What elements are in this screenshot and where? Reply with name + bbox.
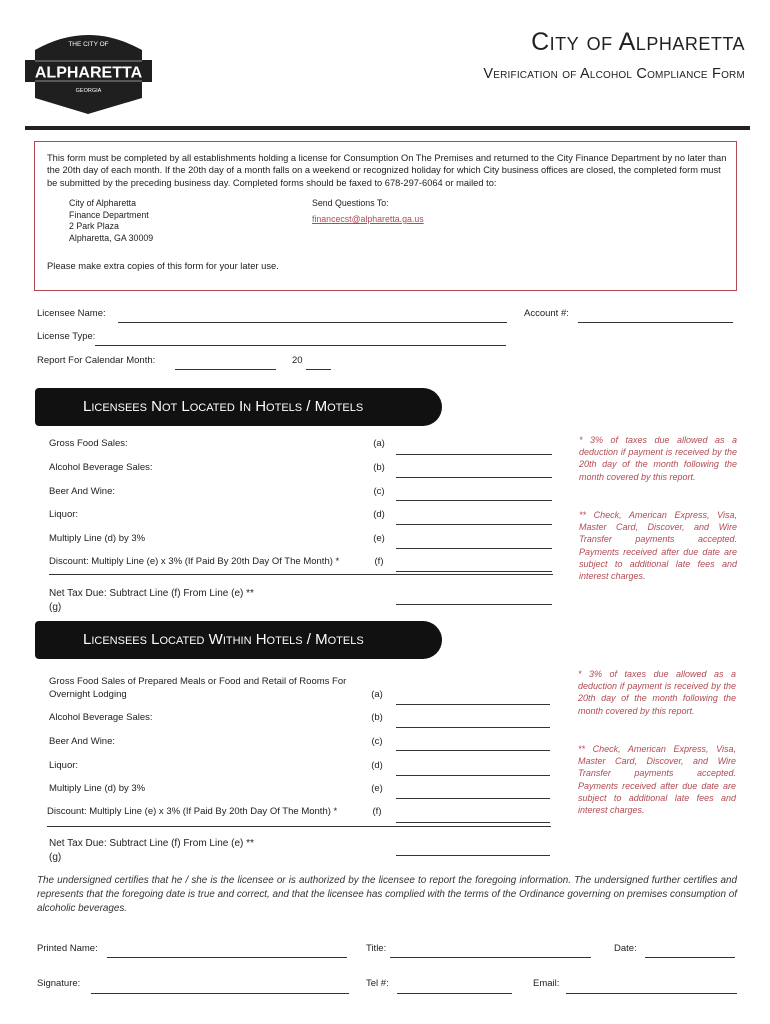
s1-code-f: (f) xyxy=(374,556,384,567)
s1-discount-field[interactable] xyxy=(396,571,552,572)
mailing-address xyxy=(69,198,153,244)
address-line: Alpharetta, GA 30009 xyxy=(69,232,154,243)
s1-gross-food-field[interactable] xyxy=(396,454,552,455)
s1-discount-label: Discount: Multiply Line (e) x 3% (If Paid By 20th Day Of The Month) * xyxy=(49,556,340,567)
address-line: Finance Department xyxy=(69,209,149,220)
s2-total-rule xyxy=(47,826,551,827)
logo-bottom-text: GEORGIA xyxy=(75,88,102,94)
logo-name: ALPHARETTA xyxy=(34,64,143,82)
s2-code-d: (d) xyxy=(371,760,383,771)
s2-beer-wine-field[interactable] xyxy=(396,750,550,751)
s2-gross-food-field[interactable] xyxy=(396,704,550,705)
s2-code-e: (e) xyxy=(371,783,383,794)
s2-payment-note: ** Check, American Express, Visa, Master Card, Discover, and Wire Transfer payments accepted. Payments received after due date are subject to additional late fees and interest charges. xyxy=(578,744,736,816)
s1-net-tax-field[interactable] xyxy=(396,604,552,605)
s1-code-d: (d) xyxy=(373,509,385,520)
s1-beer-wine-label: Beer And Wine: xyxy=(49,486,116,497)
license-type-field[interactable] xyxy=(95,345,506,346)
license-type-label: License Type: xyxy=(37,331,96,342)
email-field[interactable] xyxy=(566,993,737,994)
logo-top-text: THE CITY OF xyxy=(68,41,109,48)
s1-code-b: (b) xyxy=(373,462,385,473)
s1-liquor-label: Liquor: xyxy=(49,509,79,520)
s1-discount-note: * 3% of taxes due allowed as a deduction if payment is received by the 20th day of the month following the month covered by this report. xyxy=(579,435,737,482)
s2-discount-label: Discount: Multiply Line (e) x 3% (If Paid By 20th Day Of The Month) * xyxy=(47,806,338,817)
licensee-name-field[interactable] xyxy=(118,322,507,323)
s1-multiply-field[interactable] xyxy=(396,548,552,549)
report-month-field[interactable] xyxy=(175,369,276,370)
report-year-field[interactable] xyxy=(306,369,331,370)
page-subtitle: Verification of Alcohol Compliance Form xyxy=(483,66,745,82)
s1-code-g: (g) xyxy=(49,602,62,613)
s1-beer-wine-field[interactable] xyxy=(396,500,552,501)
s2-alcohol-sales-label: Alcohol Beverage Sales: xyxy=(49,712,153,723)
account-number-field[interactable] xyxy=(578,322,733,323)
s2-code-c: (c) xyxy=(371,736,383,747)
s2-code-g: (g) xyxy=(49,852,62,863)
printed-name-label: Printed Name: xyxy=(37,943,98,954)
s1-alcohol-sales-field[interactable] xyxy=(396,477,552,478)
title-field[interactable] xyxy=(390,957,591,958)
date-field[interactable] xyxy=(645,957,735,958)
account-number-label: Account #: xyxy=(524,308,569,319)
s2-code-b: (b) xyxy=(371,712,383,723)
s2-gross-food-label: Gross Food Sales of Prepared Meals or Food and Retail of Rooms For Overnight Lodging xyxy=(49,676,347,700)
s2-multiply-label: Multiply Line (d) by 3% xyxy=(49,783,146,794)
send-questions-label: Send Questions To: xyxy=(312,198,389,208)
report-year-prefix: 20 xyxy=(292,355,303,366)
signature-field[interactable] xyxy=(91,993,349,994)
s1-gross-food-label: Gross Food Sales: xyxy=(49,438,128,449)
printed-name-field[interactable] xyxy=(107,957,347,958)
s2-liquor-field[interactable] xyxy=(396,775,550,776)
report-month-label: Report For Calendar Month: xyxy=(37,355,156,366)
title-label: Title: xyxy=(366,943,387,954)
s2-discount-field[interactable] xyxy=(396,822,550,823)
s2-beer-wine-label: Beer And Wine: xyxy=(49,736,116,747)
s1-code-e: (e) xyxy=(373,533,385,544)
certification-text: The undersigned certifies that he / she is the licensee or is authorized by the licensee to report the foregoing information. The undersigned further certifies and represents that the foregoing date is true and correct, and that the licensee has complied with the terms of the Ordinance governing on premises consumption of alcoholic beverages. xyxy=(37,875,737,914)
s1-code-a: (a) xyxy=(373,438,385,449)
signature-label: Signature: xyxy=(37,978,81,989)
address-line: City of Alpharetta xyxy=(69,198,136,208)
s1-liquor-field[interactable] xyxy=(396,524,552,525)
section1-banner: Licensees Not Located In Hotels / Motels xyxy=(35,388,442,426)
s2-code-a: (a) xyxy=(371,689,383,700)
copies-note: Please make extra copies of this form for your later use. xyxy=(47,260,279,271)
licensee-name-label: Licensee Name: xyxy=(37,308,106,319)
header-divider xyxy=(25,126,750,130)
page-title: City of Alpharetta xyxy=(531,28,745,56)
s2-multiply-field[interactable] xyxy=(396,798,550,799)
s1-multiply-label: Multiply Line (d) by 3% xyxy=(49,533,146,544)
intro-text: This form must be completed by all establishments holding a license for Consumption On The Premises and returned to the City Finance Department by no later than the 20th day of each month. If the 20th day of a month falls on a weekend or recognized holiday for which City business offices are closed, the completed form must be submitted by the preceding business day. Completed forms should be faxed to 678-297-6064 or mailed to: xyxy=(47,153,727,188)
tel-label: Tel #: xyxy=(366,978,389,989)
s1-code-c: (c) xyxy=(373,486,385,497)
s2-code-f: (f) xyxy=(372,806,382,817)
tel-field[interactable] xyxy=(397,993,512,994)
date-label: Date: xyxy=(614,943,637,954)
s2-net-tax-field[interactable] xyxy=(396,855,550,856)
s2-net-tax-label: Net Tax Due: Subtract Line (f) From Line (e) ** xyxy=(49,838,254,849)
section2-banner: Licensees Located Within Hotels / Motels xyxy=(35,621,442,659)
s1-total-rule xyxy=(49,574,553,575)
email-label: Email: xyxy=(533,978,560,989)
city-logo xyxy=(25,20,152,116)
s2-discount-note: * 3% of taxes due allowed as a deduction if payment is received by the 20th day of the month following the month covered by this report. xyxy=(578,669,736,716)
contact-email-link[interactable]: financecst@alpharetta.ga.us xyxy=(312,214,424,224)
s2-liquor-label: Liquor: xyxy=(49,760,79,771)
s1-payment-note: ** Check, American Express, Visa, Master Card, Discover, and Wire Transfer payments accepted. Payments received after due date are subject to additional late fees and interest charges. xyxy=(579,510,737,582)
s1-alcohol-sales-label: Alcohol Beverage Sales: xyxy=(49,462,153,473)
s2-alcohol-sales-field[interactable] xyxy=(396,727,550,728)
address-line: 2 Park Plaza xyxy=(69,221,119,232)
s1-net-tax-label: Net Tax Due: Subtract Line (f) From Line (e) ** xyxy=(49,588,254,599)
